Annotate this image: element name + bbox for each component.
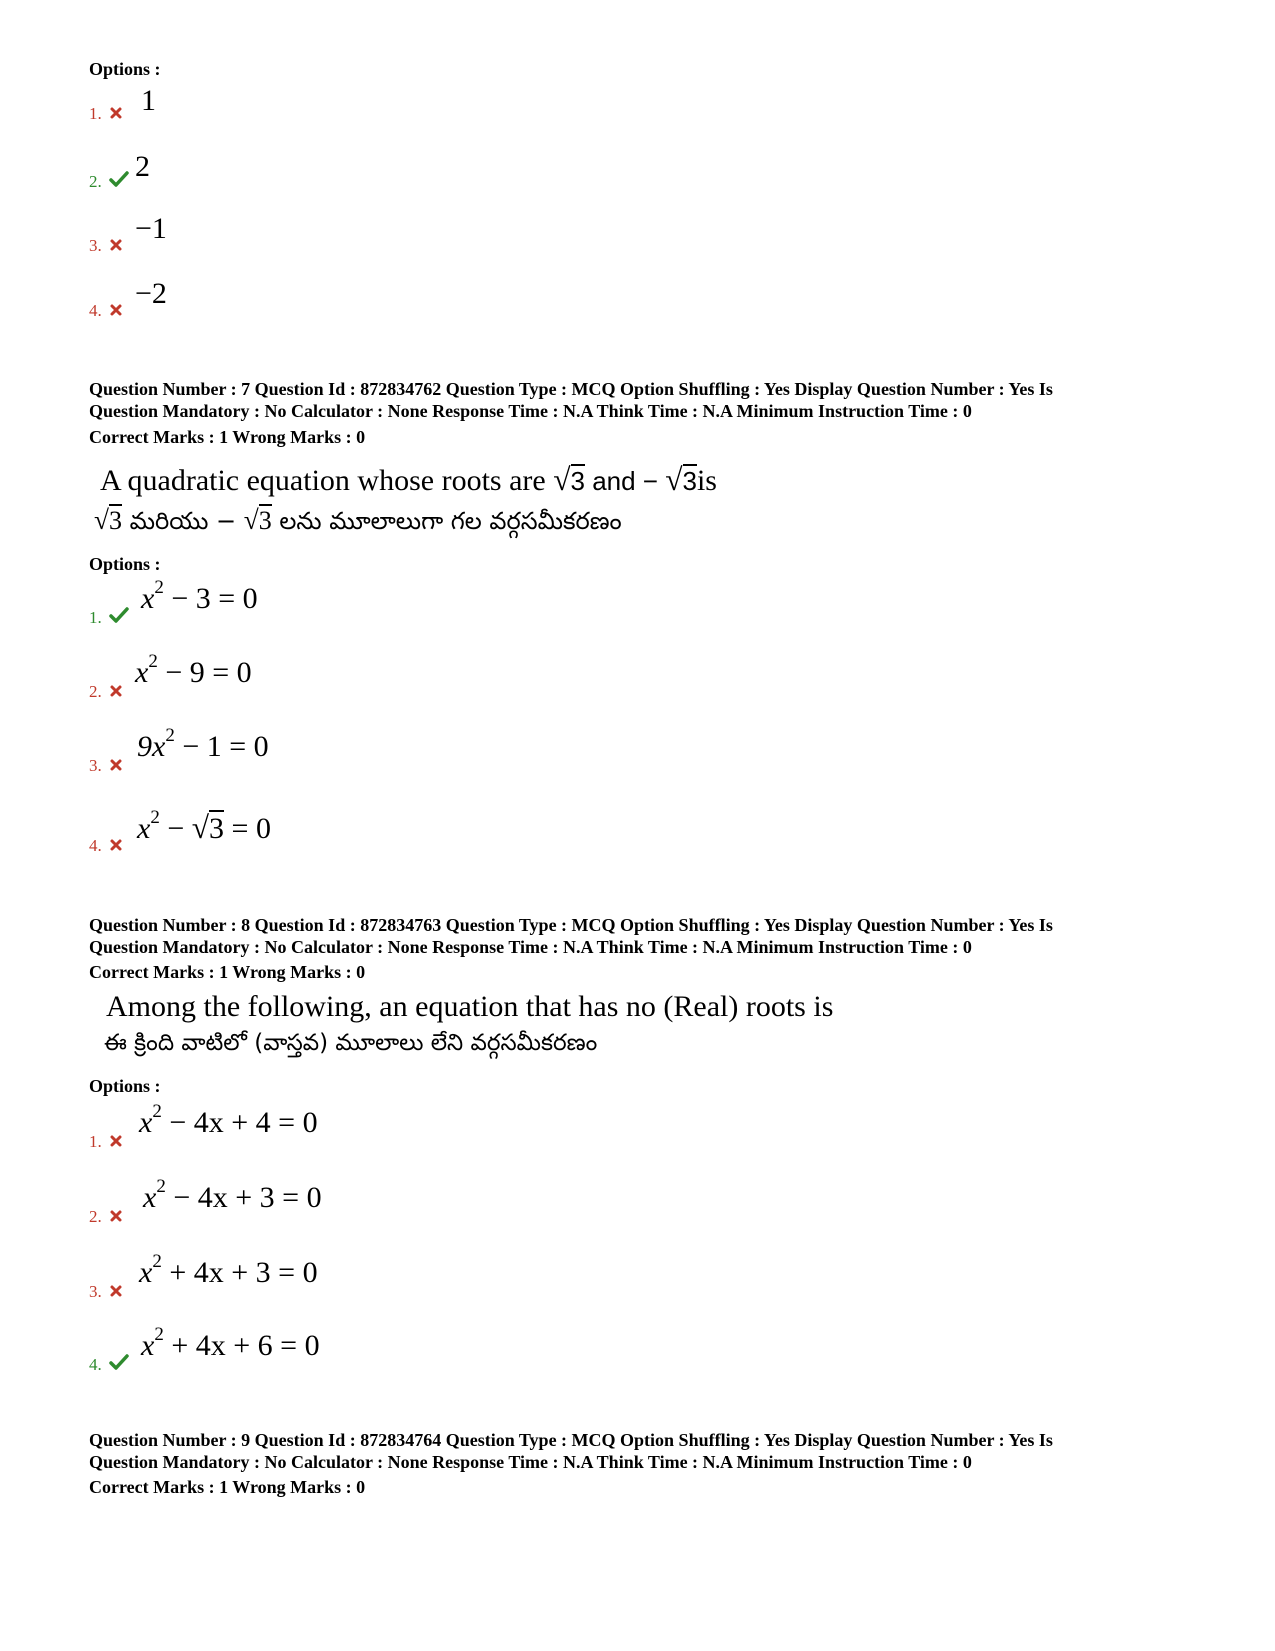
options-label: Options :	[89, 1076, 161, 1096]
option-number: 1.	[89, 1132, 102, 1151]
question-meta	[89, 378, 1219, 422]
question-meta-line: Question Mandatory : No Calculator : None Response Time : N.A Think Time : N.A Minimum Instruction Time : 0	[89, 401, 972, 421]
cross-icon	[109, 838, 123, 852]
option-math: $9x^2 - 1 = 0$	[137, 725, 269, 763]
option-number: 1.	[89, 104, 102, 123]
check-icon	[109, 606, 129, 624]
option-number: 3.	[89, 1282, 102, 1301]
marks-line: Correct Marks : 1 Wrong Marks : 0	[89, 427, 366, 447]
question-meta	[89, 1429, 1219, 1473]
question-text-part: లను మూలాలుగా గల వర్గసమీకరణం	[271, 507, 622, 535]
question-text-part: మరియు −	[121, 507, 244, 535]
marks-line: Correct Marks : 1 Wrong Marks : 0	[89, 1477, 366, 1497]
cross-icon	[109, 238, 123, 252]
question-text-english: Among the following, an equation that has no (Real) roots is	[106, 990, 834, 1023]
check-icon	[109, 170, 129, 188]
cross-icon	[109, 1209, 123, 1223]
question-meta-line: Question Number : 7 Question Id : 872834762 Question Type : MCQ Option Shuffling : Yes Display Question Number : Yes Is	[89, 379, 1053, 399]
option-math: $x^2 - 9 = 0$	[135, 651, 252, 689]
option-number: 4.	[89, 301, 102, 320]
question-meta	[89, 914, 1219, 958]
option-math: $x^2 + 4x + 3 = 0$	[139, 1251, 318, 1289]
question-text-part: is	[696, 464, 717, 497]
option-math: $x^2 - 4x + 4 = 0$	[139, 1101, 318, 1139]
sqrt: √3	[243, 505, 272, 535]
option-math: −1	[135, 212, 167, 245]
question-text-part: and −	[584, 466, 666, 496]
option-math: $x^2 - √3 = 0$	[137, 807, 271, 845]
option-math: $x^2 + 4x + 6 = 0$	[141, 1324, 320, 1362]
options-label: Options :	[89, 59, 161, 79]
sqrt: √3	[665, 462, 697, 497]
question-meta-line: Question Mandatory : No Calculator : None Response Time : N.A Think Time : N.A Minimum Instruction Time : 0	[89, 1452, 972, 1472]
option-number: 1.	[89, 608, 102, 627]
question-text-telugu	[94, 505, 622, 541]
cross-icon	[109, 1134, 123, 1148]
cross-icon	[109, 106, 123, 120]
question-text-telugu: ఈ క్రింది వాటిలో (వాస్తవ) మూలాలు లేని వర్గసమీకరణం	[104, 1030, 598, 1056]
sqrt: √3	[94, 505, 122, 535]
option-math: $x^2 - 4x + 3 = 0$	[143, 1176, 322, 1214]
option-math: 2	[135, 150, 150, 183]
check-icon	[109, 1353, 129, 1371]
options-label: Options :	[89, 554, 161, 574]
sqrt: √3	[553, 462, 585, 497]
option-math: $x^2 - 3 = 0$	[141, 577, 258, 615]
option-math: −2	[135, 277, 167, 310]
option-number: 3.	[89, 756, 102, 775]
option-number: 2.	[89, 172, 102, 191]
question-meta-line: Question Mandatory : No Calculator : None Response Time : N.A Think Time : N.A Minimum Instruction Time : 0	[89, 937, 972, 957]
question-text-english	[100, 462, 717, 498]
option-number: 2.	[89, 1207, 102, 1226]
cross-icon	[109, 758, 123, 772]
option-number: 4.	[89, 1355, 102, 1374]
cross-icon	[109, 303, 123, 317]
question-meta-line: Question Number : 8 Question Id : 872834763 Question Type : MCQ Option Shuffling : Yes Display Question Number : Yes Is	[89, 915, 1053, 935]
option-number: 3.	[89, 236, 102, 255]
question-text-part: A quadratic equation whose roots are	[100, 464, 554, 497]
cross-icon	[109, 684, 123, 698]
option-number: 4.	[89, 836, 102, 855]
marks-line: Correct Marks : 1 Wrong Marks : 0	[89, 962, 366, 982]
option-math: 1	[141, 84, 156, 117]
cross-icon	[109, 1284, 123, 1298]
option-number: 2.	[89, 682, 102, 701]
question-meta-line: Question Number : 9 Question Id : 872834764 Question Type : MCQ Option Shuffling : Yes Display Question Number : Yes Is	[89, 1430, 1053, 1450]
